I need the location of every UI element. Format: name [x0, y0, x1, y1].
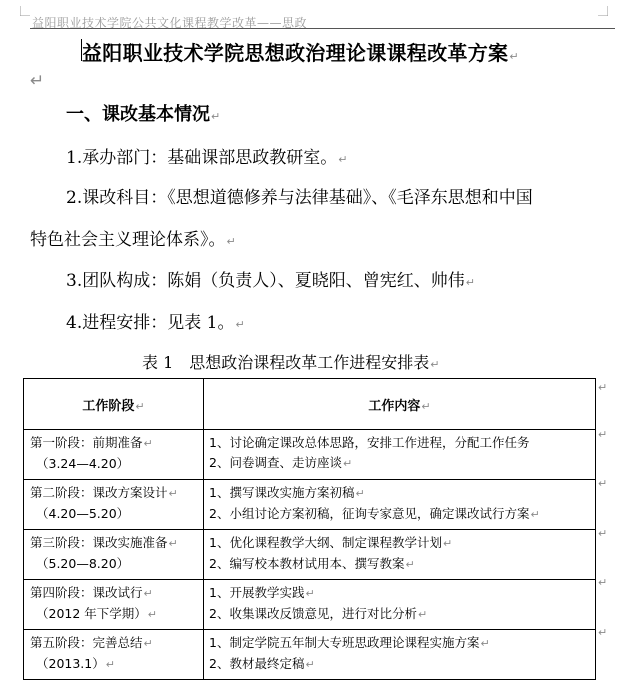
paragraph-mark: ↵	[143, 587, 153, 600]
task-line: 1、优化课程教学大纲、制定课程教学计划	[209, 535, 442, 550]
stage-period: （2012 年下学期）	[36, 606, 147, 621]
task-line: 2、编写校本教材试用本、撰写教案	[209, 556, 405, 571]
paragraph-item-1[interactable]	[66, 143, 347, 168]
cell-end-mark: ↵	[421, 399, 431, 413]
task-line: 1、撰写课改实施方案初稿	[209, 485, 355, 500]
table-row	[24, 580, 596, 630]
cell-end-mark: ↵	[135, 399, 145, 413]
paragraph-mark: ↵	[509, 50, 519, 63]
item-4-text: 4.进程安排：见表 1。	[66, 313, 235, 333]
task-line: 1、开展教学实践	[209, 585, 305, 600]
schedule-table[interactable]	[23, 378, 596, 680]
paragraph-mark: ↵	[430, 358, 440, 371]
document-title-text: 益阳职业技术学院思想政治理论课课程改革方案	[82, 41, 509, 65]
table-row	[24, 480, 596, 530]
page-header-text: 益阳职业技术学院公共文化课程教学改革——思政	[32, 16, 308, 30]
table-caption[interactable]	[142, 350, 440, 373]
content-cell[interactable]	[204, 630, 596, 680]
content-cell[interactable]	[204, 580, 596, 630]
task-line: 2、小组讨论方案初稿，征询专家意见，确定课改试行方案	[209, 506, 530, 521]
section-heading[interactable]	[66, 100, 220, 126]
item-2-text-line2: 特色社会主义理论体系》。	[30, 230, 226, 250]
paragraph-mark: ↵	[235, 318, 245, 331]
stage-cell[interactable]	[24, 530, 204, 580]
paragraph-item-2[interactable]	[66, 183, 533, 208]
paragraph-mark: ↵	[143, 437, 153, 450]
row-end-mark: ↵	[598, 428, 608, 441]
paragraph-mark: ↵	[168, 487, 178, 500]
paragraph-item-4[interactable]	[66, 308, 245, 333]
stage-period: （3.24—4.20）	[36, 456, 130, 471]
stage-name: 第三阶段：课改实施准备	[30, 535, 168, 550]
paragraph-mark: ↵	[355, 487, 365, 500]
paragraph-mark: ↵	[480, 637, 490, 650]
paragraph-mark: ↵	[147, 608, 158, 621]
item-2-text-line1: 2.课改科目：《思想道德修养与法律基础》、《毛泽东思想和中国	[66, 188, 533, 208]
table-header-row	[24, 379, 596, 430]
paragraph-mark: ↵	[342, 457, 353, 470]
task-line: 2、问卷调查、走访座谈	[209, 455, 342, 470]
paragraph-item-3[interactable]	[66, 266, 475, 291]
header-cell-content[interactable]	[204, 379, 596, 430]
row-end-mark: ↵	[598, 381, 608, 394]
paragraph-mark: ↵	[442, 537, 453, 550]
stage-cell[interactable]	[24, 480, 204, 530]
paragraph-mark: ↵	[211, 110, 221, 123]
empty-paragraph-mark: ↵	[30, 71, 45, 91]
task-line: 2、教材最终定稿	[209, 656, 305, 671]
content-cell[interactable]	[204, 430, 596, 480]
paragraph-mark: ↵	[143, 637, 153, 650]
item-3-text: 3.团队构成：陈娟（负责人）、夏晓阳、曾宪红、帅伟	[66, 271, 465, 291]
header-stage-label: 工作阶段	[82, 398, 135, 414]
stage-period: （2013.1）	[36, 656, 105, 671]
row-end-mark: ↵	[598, 626, 608, 639]
item-1-text: 1.承办部门：基础课部思政教研室。	[66, 148, 338, 168]
stage-name: 第四阶段：课改试行	[30, 585, 143, 600]
content-cell[interactable]	[204, 530, 596, 580]
stage-cell[interactable]	[24, 630, 204, 680]
row-end-mark: ↵	[598, 576, 608, 589]
task-line: 1、制定学院五年制大专班思政理论课程实施方案	[209, 635, 480, 650]
stage-name: 第五阶段：完善总结	[30, 635, 143, 650]
stage-period: （4.20—5.20）	[36, 506, 130, 521]
stage-period: （5.20—8.20）	[36, 556, 130, 571]
paragraph-mark: ↵	[338, 153, 348, 166]
stage-cell[interactable]	[24, 430, 204, 480]
stage-name: 第二阶段：课改方案设计	[30, 485, 168, 500]
paragraph-mark: ↵	[105, 658, 115, 671]
paragraph-mark: ↵	[305, 587, 315, 600]
task-line: 2、收集课改反馈意见，进行对比分析	[209, 606, 417, 621]
content-cell[interactable]	[204, 480, 596, 530]
task-line: 1、讨论确定课改总体思路，安排工作进程，分配工作任务	[209, 435, 530, 450]
paragraph-mark: ↵	[465, 276, 475, 289]
section-heading-text: 一、课改基本情况	[66, 104, 210, 125]
table-row	[24, 630, 596, 680]
paragraph-mark: ↵	[530, 508, 540, 521]
header-content-label: 工作内容	[368, 398, 421, 414]
table-caption-text: 表 1 思想政治课程改革工作进程安排表	[142, 353, 430, 372]
paragraph-mark: ↵	[168, 537, 178, 550]
paragraph-mark: ↵	[226, 235, 236, 248]
stage-cell[interactable]	[24, 580, 204, 630]
table-row	[24, 530, 596, 580]
row-end-mark: ↵	[598, 477, 608, 490]
crop-mark-top-left	[20, 6, 30, 16]
header-cell-stage[interactable]	[24, 379, 204, 430]
paragraph-mark: ↵	[305, 658, 315, 671]
paragraph-mark: ↵	[405, 558, 415, 571]
paragraph-item-2-continued[interactable]	[30, 225, 236, 250]
stage-name: 第一阶段：前期准备	[30, 435, 143, 450]
row-end-mark: ↵	[598, 527, 608, 540]
table-row	[24, 430, 596, 480]
paragraph-mark: ↵	[417, 608, 428, 621]
document-title[interactable]	[82, 37, 519, 66]
